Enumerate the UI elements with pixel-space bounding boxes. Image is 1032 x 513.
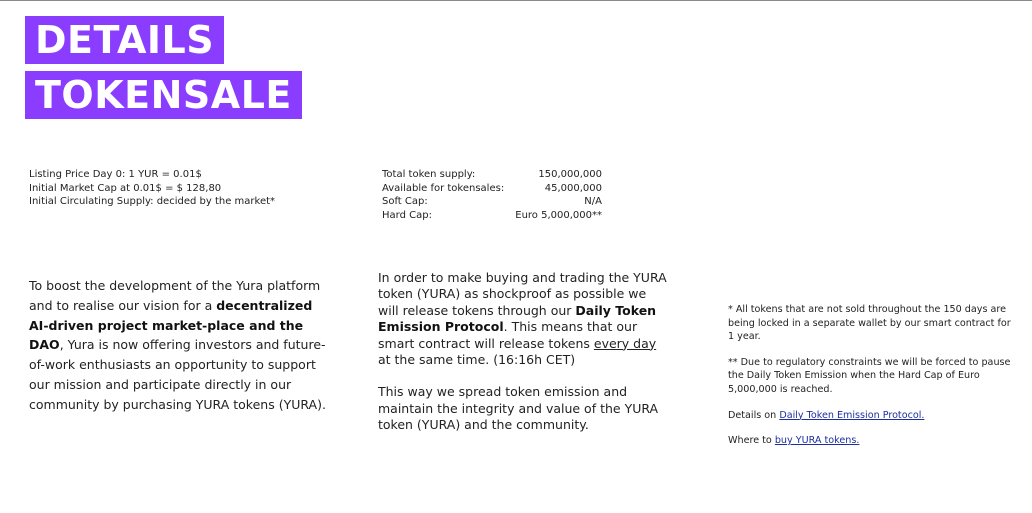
intro-text-b: , Yura is now offering investors and future-of-work enthusiasts an opportunity to support our mission and participate directly in our community by purchasing YURA tokens (YURA). (29, 337, 326, 412)
supply-value: N/A (584, 196, 602, 207)
footnote-hard-cap: ** Due to regulatory constraints we will be forced to pause the Daily Token Emission when the Hard Cap of Euro 5,000,000 is reached. (728, 356, 1011, 395)
supply-value: 150,000,000 (538, 169, 602, 180)
supply-row-total (382, 168, 602, 182)
supply-value: 45,000,000 (544, 182, 602, 194)
emission-protocol-name: Daily Token Emission Protocol (378, 302, 657, 335)
emission-description (378, 270, 668, 450)
emission-text-b: . This means that our smart contract will release tokens (378, 319, 638, 351)
footnotes (728, 303, 1013, 460)
supply-row-available (382, 182, 602, 196)
intro-text-a: To boost the development of the Yura platform and to realise our vision for a (29, 278, 321, 313)
supply-table (382, 168, 602, 222)
title-line-details: DETAILS (25, 16, 224, 64)
emission-paragraph (378, 270, 668, 368)
initial-market-cap: Initial Market Cap at 0.01$ = $ 128,80 (29, 182, 222, 194)
details-prefix: Details on (728, 409, 780, 421)
listing-info (29, 168, 349, 209)
integrity-paragraph: This way we spread token emission and maintain the integrity and value of the YURA token (YURA) and the community. (378, 384, 659, 433)
footnote-unsold-tokens: * All tokens that are not sold throughout the 150 days are being locked in a separate wallet by our smart contract for 1 year. (728, 304, 1011, 343)
where-prefix: Where to (728, 435, 775, 447)
details-line (728, 409, 1013, 423)
supply-label: Soft Cap: (382, 196, 428, 207)
buy-yura-tokens-link[interactable]: buy YURA tokens. (774, 435, 860, 447)
supply-value: Euro 5,000,000** (515, 209, 602, 221)
supply-label: Available for tokensales: (382, 182, 505, 194)
intro-paragraph (29, 276, 329, 415)
supply-label: Total token supply: (382, 169, 476, 180)
emission-text-a: In order to make buying and trading the YURA token (YURA) as shockproof as possible we will release tokens through our (378, 270, 667, 318)
supply-label: Hard Cap: (382, 209, 432, 221)
daily-token-emission-link[interactable]: Daily Token Emission Protocol. (779, 409, 925, 421)
title-line-tokensale: TOKENSALE (25, 71, 302, 119)
emission-text-c: at the same time. (16:16h CET) (378, 352, 576, 368)
supply-row-soft-cap (382, 195, 602, 209)
where-line (728, 434, 1013, 448)
intro-highlight: decentralized AI-driven project market-place and the DAO (29, 297, 313, 353)
top-divider (0, 0, 1032, 1)
every-day-emphasis: every day (593, 335, 657, 351)
supply-row-hard-cap (382, 209, 602, 223)
initial-circulating-supply: Initial Circulating Supply: decided by the market* (29, 196, 276, 207)
listing-price: Listing Price Day 0: 1 YUR = 0.01$ (29, 169, 202, 180)
